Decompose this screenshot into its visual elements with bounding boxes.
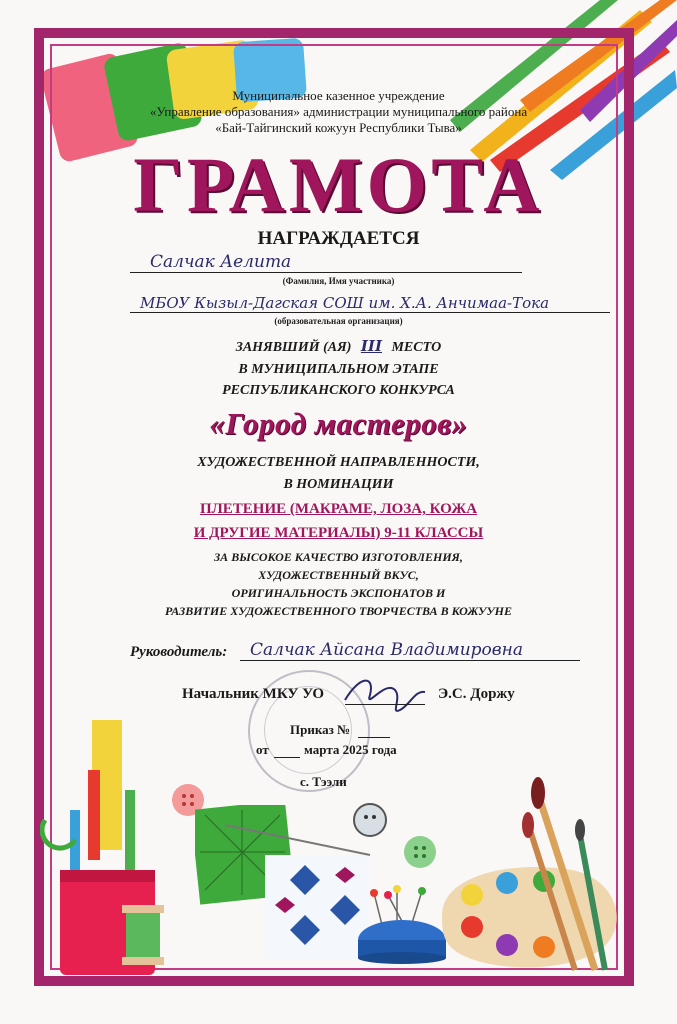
organization-line	[130, 312, 610, 313]
stage-line-2: РЕСПУБЛИКАНСКОГО КОНКУРСА	[222, 383, 455, 398]
contest-name: «Город мастеров»	[209, 406, 468, 441]
chief-name: Э.С. Доржу	[438, 686, 515, 702]
reason-4: РАЗВИТИЕ ХУДОЖЕСТВЕННОГО ТВОРЧЕСТВА В КОЖУУНЕ	[164, 604, 513, 618]
direction-line-1: ХУДОЖЕСТВЕННОЙ НАПРАВЛЕННОСТИ,	[197, 455, 480, 470]
supervisor-label: Руководитель:	[130, 644, 228, 660]
participant-name: Салчак Аелита	[150, 252, 292, 272]
place-suffix: МЕСТО	[391, 340, 442, 355]
place-line	[0, 336, 677, 358]
reason-1: ЗА ВЫСОКОЕ КАЧЕСТВО ИЗГОТОВЛЕНИЯ,	[214, 550, 463, 564]
direction-line-2: В НОМИНАЦИИ	[283, 477, 394, 492]
signature	[340, 670, 430, 720]
chief-signature-line	[345, 704, 425, 705]
reason-3: ОРИГИНАЛЬНОСТЬ ЭКСПОНАТОВ И	[231, 586, 446, 600]
nomination-line-1: ПЛЕТЕНИЕ (МАКРАМЕ, ЛОЗА, КОЖА	[199, 501, 478, 517]
org-line-2: «Управление образования» администрации муниципального района	[149, 104, 528, 119]
org-line-1: Муниципальное казенное учреждение	[232, 88, 445, 103]
place-name: с. Тээли	[300, 774, 347, 789]
chief-label: Начальник МКУ УО	[182, 686, 325, 702]
stage-line-1: В МУНИЦИПАЛЬНОМ ЭТАПЕ	[238, 362, 439, 377]
participant-caption: (Фамилия, Имя участника)	[282, 276, 395, 286]
certificate-title: ГРАМОТА	[133, 141, 544, 228]
organization-name: МБОУ Кызыл-Дагская СОШ им. Х.А. Анчимаа-Тока	[140, 294, 550, 312]
place-prefix: ЗАНЯВШИЙ (АЯ)	[235, 340, 352, 355]
order-date-suffix: марта 2025 года	[304, 742, 397, 757]
order-number: Приказ №	[290, 722, 351, 737]
supervisor-line	[240, 660, 580, 661]
thread-spool-icon	[118, 905, 168, 965]
awarded-label: НАГРАЖДАЕТСЯ	[257, 228, 420, 249]
order-number-line	[358, 737, 390, 738]
order-date-line	[274, 757, 300, 758]
order-date-prefix: от	[256, 742, 269, 757]
nomination-line-2: И ДРУГИЕ МАТЕРИАЛЫ) 9-11 КЛАССЫ	[193, 525, 484, 541]
brushes-icon	[510, 775, 620, 975]
org-line-3: «Бай-Тайгинский кожуун Республики Тыва»	[215, 120, 462, 135]
organization-caption: (образовательная организация)	[274, 316, 403, 326]
participant-line	[130, 272, 522, 273]
embroidery-fabric-icon	[195, 805, 375, 965]
reason-2: ХУДОЖЕСТВЕННЫЙ ВКУС,	[258, 568, 419, 582]
place-value: III	[360, 337, 382, 355]
supervisor-name: Салчак Айсана Владимировна	[250, 640, 524, 660]
